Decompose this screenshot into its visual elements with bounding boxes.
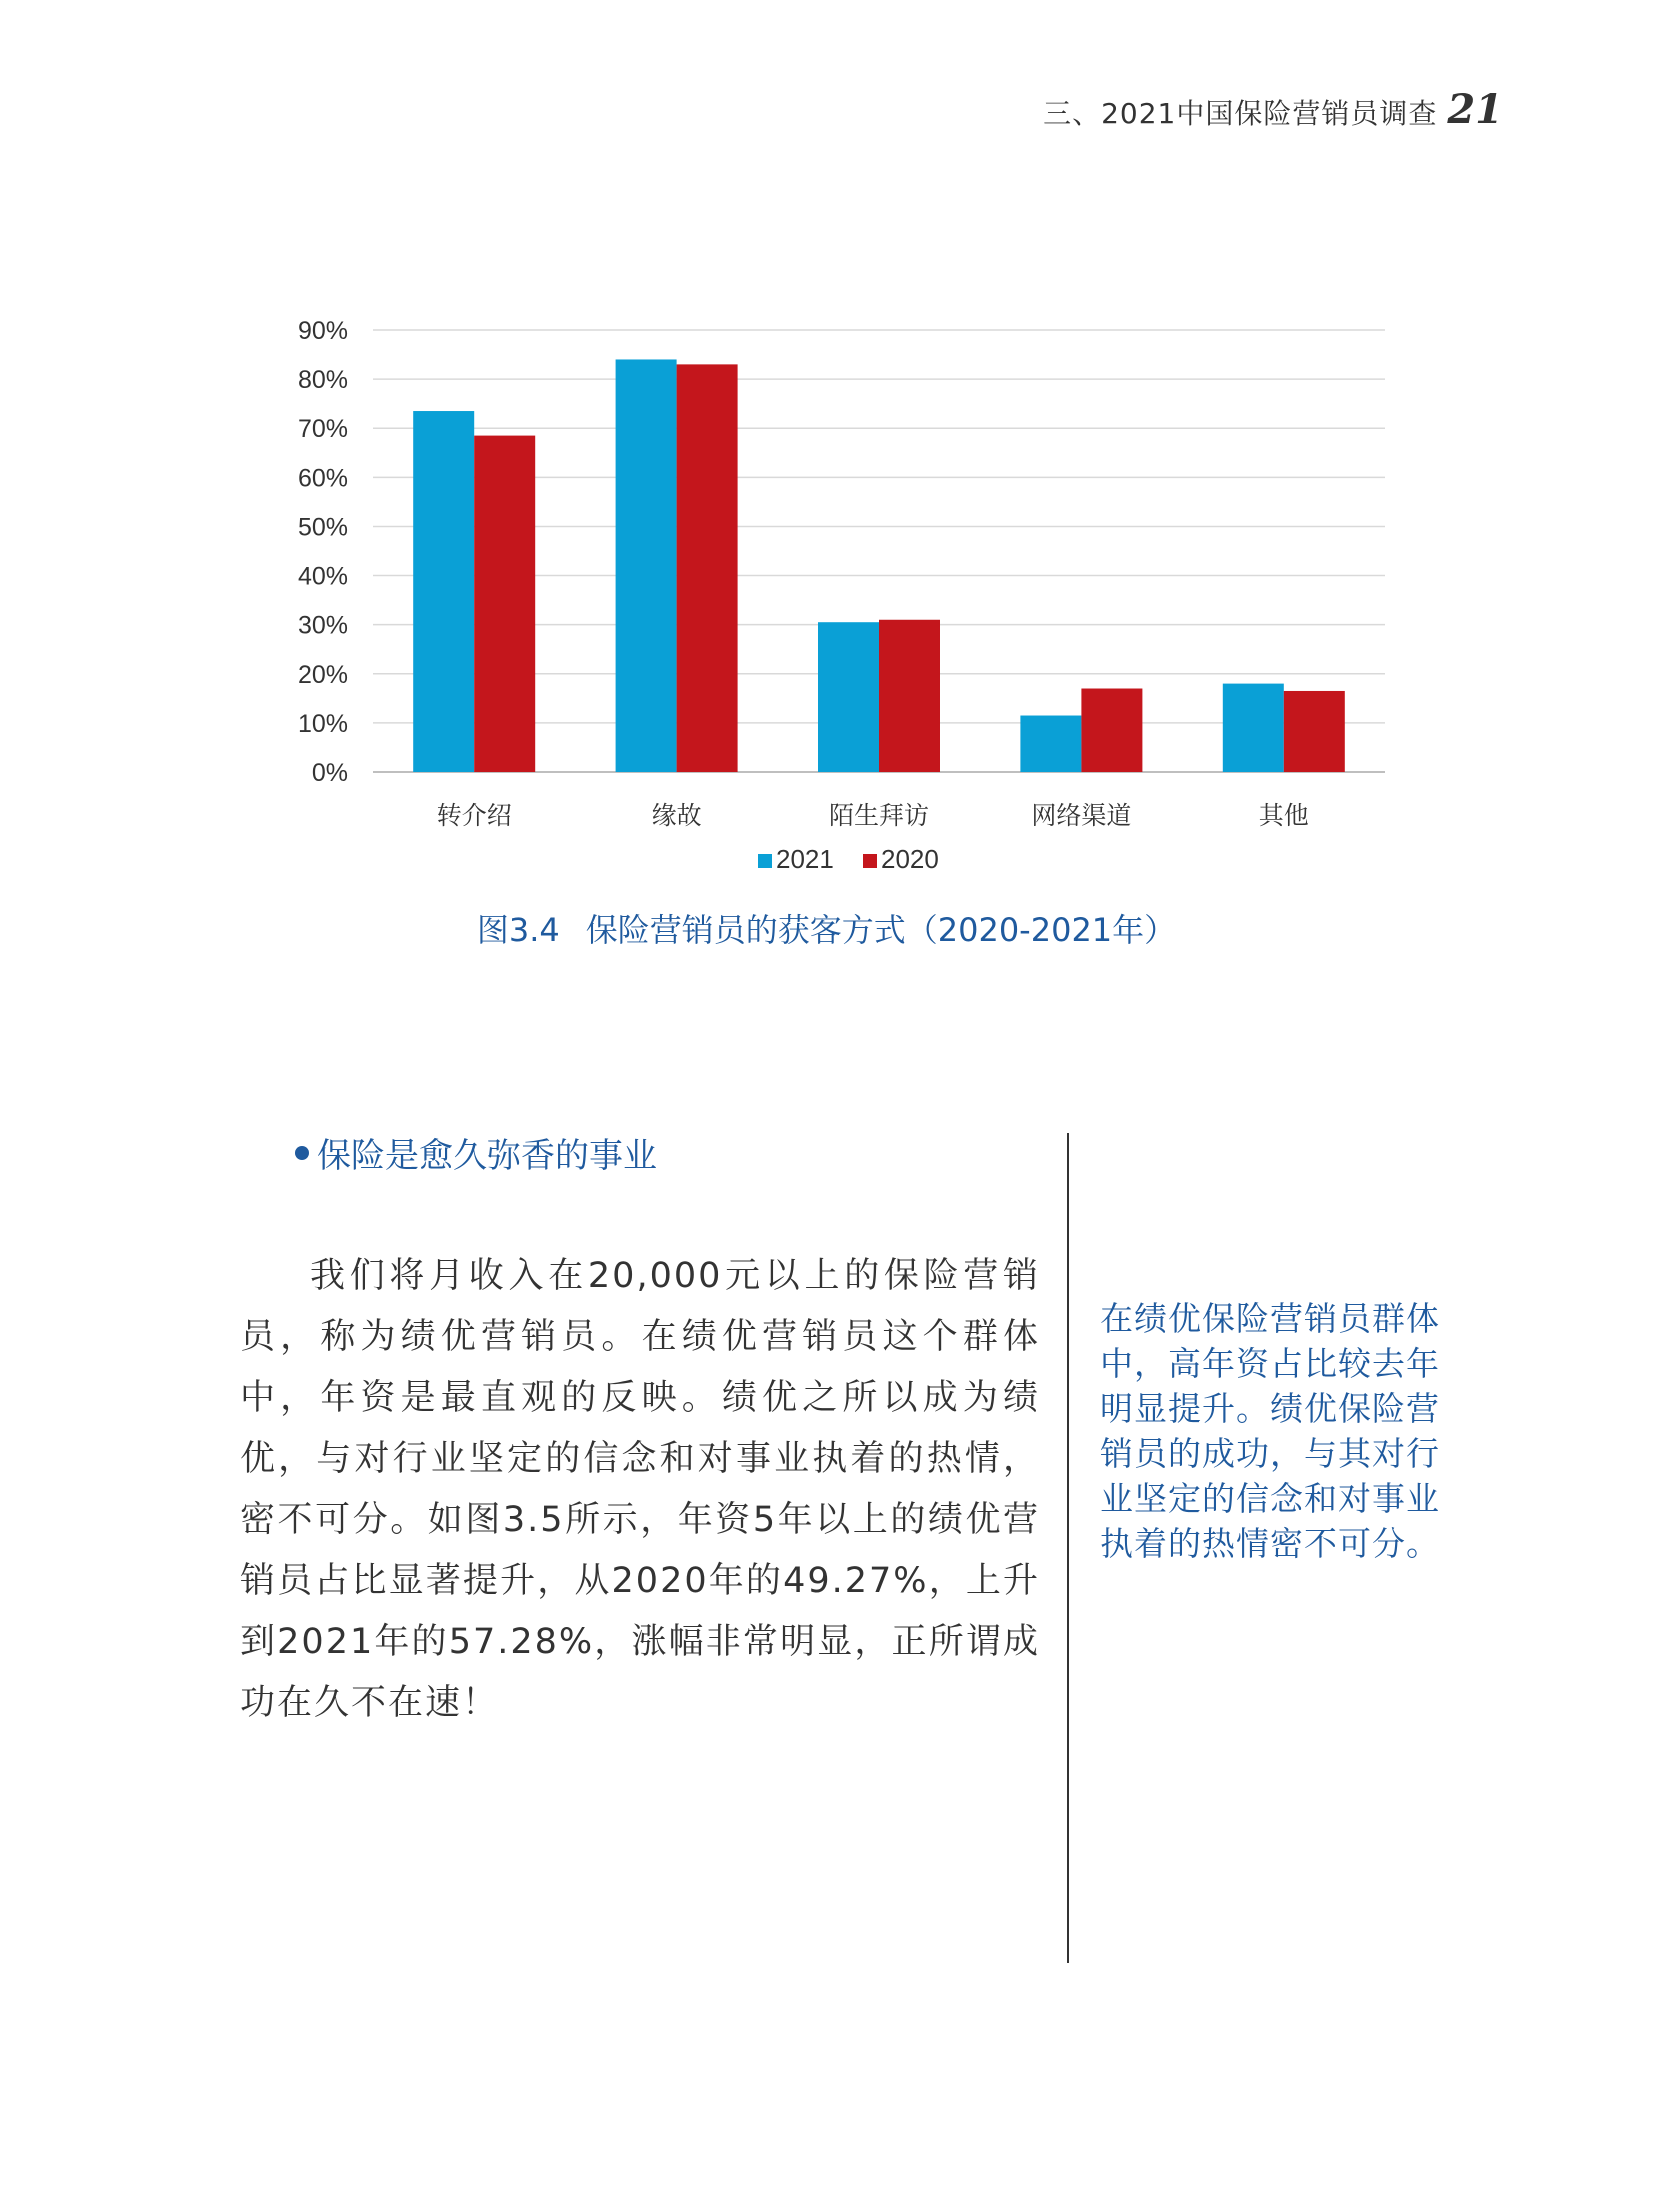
bar-2021-0 bbox=[413, 411, 474, 772]
legend-label-2020: 2020 bbox=[881, 844, 939, 874]
y-axis-ticks bbox=[298, 317, 348, 787]
chart-bars bbox=[413, 359, 1345, 772]
acquisition-bar-chart bbox=[0, 0, 1653, 1000]
body-paragraph: 我们将月收入在20,000元以上的保险营销员，称为绩优营销员。在绩优营销员这个群体中，年资是最直观的反映。绩优之所以成为绩优，与对行业坚定的信念和对事业执着的热情，密不可分。如图3.5所示，年资5年以上的绩优营销员占比显著提升，从2020年的49.27%，上升到2021年的57.28%，涨幅非常明显，正所谓成功在久不在速！ bbox=[240, 1256, 1040, 1723]
figure-caption bbox=[0, 905, 1653, 951]
x-axis-labels bbox=[437, 801, 1309, 830]
bar-2020-2 bbox=[879, 620, 940, 772]
legend-swatch-2021 bbox=[758, 854, 772, 868]
bar-2020-1 bbox=[677, 364, 738, 772]
x-category-label: 陌生拜访 bbox=[828, 801, 930, 830]
bullet-icon bbox=[295, 1146, 309, 1160]
bar-2021-3 bbox=[1020, 716, 1081, 772]
y-tick-label: 10% bbox=[297, 709, 348, 738]
x-category-label: 其他 bbox=[1258, 801, 1309, 830]
section-heading-text: 保险是愈久弥香的事业 bbox=[317, 1136, 657, 1176]
y-tick-label: 40% bbox=[297, 562, 348, 591]
x-category-label: 缘故 bbox=[651, 801, 702, 830]
bar-2020-4 bbox=[1284, 691, 1345, 772]
legend-label-2021: 2021 bbox=[776, 844, 834, 874]
bar-2020-0 bbox=[474, 436, 535, 772]
y-tick-label: 60% bbox=[297, 464, 348, 493]
y-tick-label: 0% bbox=[311, 759, 348, 787]
bar-2020-3 bbox=[1081, 689, 1142, 772]
sidebar-pull-quote: 在绩优保险营销员群体中，高年资占比较去年明显提升。绩优保险营销员的成功，与其对行业坚定的信念和对事业执着的热情密不可分。 bbox=[1100, 1299, 1440, 1563]
y-tick-label: 50% bbox=[297, 513, 348, 542]
y-tick-label: 80% bbox=[297, 366, 348, 395]
chapter-title: 三、2021中国保险营销员调查 bbox=[1043, 97, 1438, 130]
chart-legend bbox=[758, 844, 939, 874]
bar-2021-2 bbox=[818, 622, 879, 772]
y-tick-label: 20% bbox=[297, 660, 348, 689]
legend-swatch-2020 bbox=[863, 854, 877, 868]
figure-caption-text: 保险营销员的获客方式（2020-2021年） bbox=[585, 911, 1177, 949]
bar-2021-1 bbox=[616, 359, 677, 772]
y-tick-label: 30% bbox=[297, 611, 348, 640]
section-heading bbox=[295, 1128, 657, 1177]
y-tick-label: 70% bbox=[297, 415, 348, 444]
bar-2021-4 bbox=[1223, 684, 1284, 772]
column-divider bbox=[1067, 1133, 1069, 1963]
y-tick-label: 90% bbox=[297, 317, 348, 345]
figure-number: 图3.4 bbox=[476, 911, 560, 949]
x-category-label: 转介绍 bbox=[436, 801, 512, 830]
page-number: 21 bbox=[1447, 86, 1503, 133]
x-category-label: 网络渠道 bbox=[1031, 801, 1132, 830]
